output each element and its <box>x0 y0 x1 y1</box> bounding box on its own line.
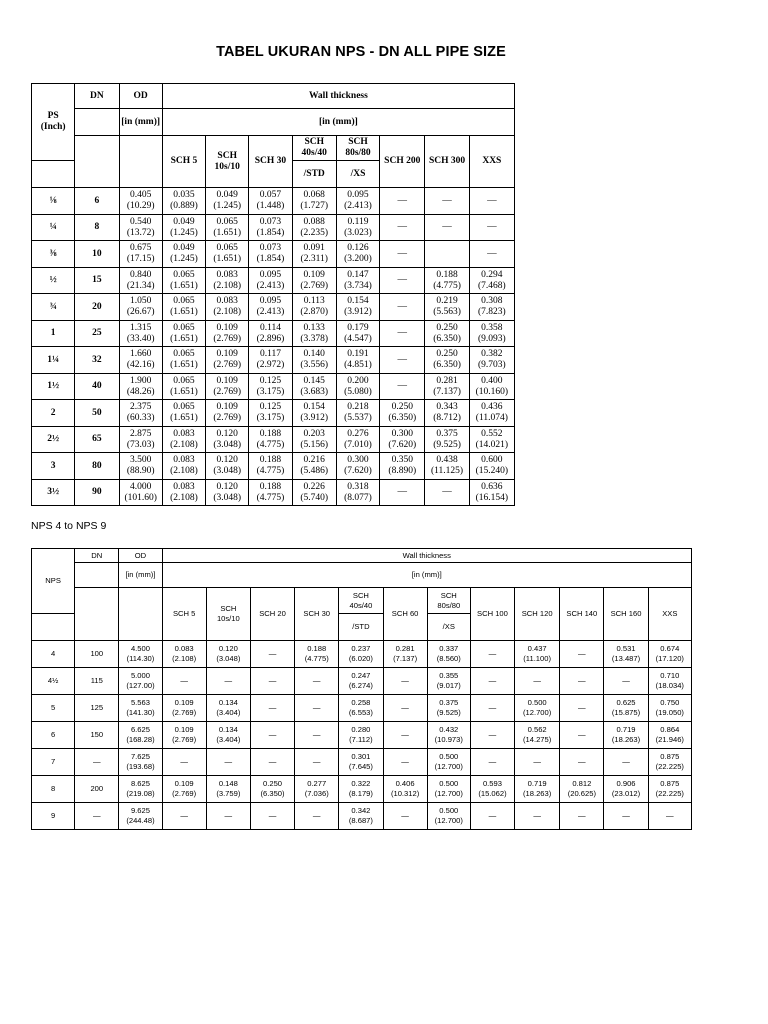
thickness-cell: 0.109 (2.769) <box>206 400 249 427</box>
table-row <box>32 480 515 506</box>
thickness-cell: 0.068 (1.727) <box>292 188 336 215</box>
thickness-cell: 0.083 (2.108) <box>206 268 249 294</box>
thickness-cell: — <box>295 803 339 830</box>
thickness-cell: — <box>250 641 294 668</box>
thickness-cell: — <box>380 215 425 241</box>
thickness-cell: 0.258 (6.553) <box>339 695 383 722</box>
size-cell: 1½ <box>32 374 75 400</box>
thickness-cell: 0.120 (3.048) <box>206 480 249 506</box>
header-sch300: SCH 300 <box>425 136 469 188</box>
header-sch200: SCH 200 <box>380 136 425 188</box>
thickness-cell: 0.318 (8.077) <box>336 480 379 506</box>
thickness-cell: 0.342 (8.687) <box>339 803 383 830</box>
thickness-cell: 0.125 (3.175) <box>249 374 292 400</box>
od-cell: 1.050 (26.67) <box>119 294 162 321</box>
thickness-cell: 0.219 (5.563) <box>425 294 469 321</box>
thickness-cell: 0.719 (18.263) <box>515 776 560 803</box>
thickness-cell: — <box>383 695 427 722</box>
od-cell: 0.675 (17.15) <box>119 241 162 268</box>
thickness-cell: 0.247 (6.274) <box>339 668 383 695</box>
size-cell: 6 <box>32 722 75 749</box>
header-sch30: SCH 30 <box>249 136 292 188</box>
thickness-cell: 0.358 (9.093) <box>469 321 514 347</box>
pipe-size-table-1 <box>31 83 515 506</box>
thickness-cell: 0.091 (2.311) <box>292 241 336 268</box>
thickness-cell: 0.337 (8.560) <box>427 641 470 668</box>
thickness-cell: 0.049 (1.245) <box>162 241 205 268</box>
thickness-cell: 0.083 (2.108) <box>162 480 205 506</box>
thickness-cell: — <box>250 668 294 695</box>
header-od-unit: [in (mm)] <box>119 109 162 136</box>
thickness-cell: — <box>162 749 206 776</box>
pipe-size-table-2 <box>31 548 692 830</box>
thickness-cell: 0.375 (9.525) <box>427 695 470 722</box>
thickness-cell: 0.301 (7.645) <box>339 749 383 776</box>
thickness-cell: 0.113 (2.870) <box>292 294 336 321</box>
thickness-cell: — <box>380 188 425 215</box>
dn-cell: 40 <box>75 374 119 400</box>
header-od: OD <box>119 549 162 563</box>
od-cell: 1.660 (42.16) <box>119 347 162 374</box>
thickness-cell: 0.300 (7.620) <box>336 453 379 480</box>
dn-cell: 125 <box>75 695 119 722</box>
thickness-cell: — <box>250 749 294 776</box>
table-row <box>32 695 692 722</box>
thickness-cell: — <box>604 749 648 776</box>
header-dn: DN <box>75 549 119 563</box>
size-cell: ¼ <box>32 215 75 241</box>
header-sch80-sub: /XS <box>336 161 379 188</box>
thickness-cell: 0.065 (1.651) <box>206 241 249 268</box>
thickness-cell: 0.154 (3.912) <box>292 400 336 427</box>
size-cell: 2½ <box>32 427 75 453</box>
thickness-cell: 0.133 (3.378) <box>292 321 336 347</box>
header-wall-thickness: Wall thickness <box>162 549 691 563</box>
thickness-cell: 0.191 (4.851) <box>336 347 379 374</box>
thickness-cell: — <box>383 722 427 749</box>
thickness-cell: 0.812 (20.625) <box>560 776 604 803</box>
header-od: OD <box>119 84 162 109</box>
table-row <box>32 427 515 453</box>
thickness-cell: 0.120 (3.048) <box>206 453 249 480</box>
thickness-cell: 0.300 (7.620) <box>380 427 425 453</box>
thickness-cell: 0.562 (14.275) <box>515 722 560 749</box>
thickness-cell: — <box>380 347 425 374</box>
thickness-cell: — <box>469 188 514 215</box>
thickness-cell: — <box>560 722 604 749</box>
header-wall-unit: [in (mm)] <box>162 109 514 136</box>
thickness-cell: 0.593 (15.062) <box>470 776 514 803</box>
dn-cell: 20 <box>75 294 119 321</box>
thickness-cell: 0.343 (8.712) <box>425 400 469 427</box>
thickness-cell: 0.083 (2.108) <box>162 641 206 668</box>
header-sch160: SCH 160 <box>604 588 648 641</box>
size-cell: 1 <box>32 321 75 347</box>
thickness-cell: 0.281 (7.137) <box>383 641 427 668</box>
thickness-cell: 0.073 (1.854) <box>249 241 292 268</box>
dn-cell: 200 <box>75 776 119 803</box>
size-cell: 9 <box>32 803 75 830</box>
thickness-cell: 0.436 (11.074) <box>469 400 514 427</box>
thickness-cell: — <box>470 695 514 722</box>
table-row <box>32 668 692 695</box>
thickness-cell: 0.073 (1.854) <box>249 215 292 241</box>
thickness-cell: — <box>470 803 514 830</box>
thickness-cell: 0.035 (0.889) <box>162 188 205 215</box>
thickness-cell: — <box>469 241 514 268</box>
thickness-cell: 0.188 (4.775) <box>249 427 292 453</box>
thickness-cell: 0.065 (1.651) <box>206 215 249 241</box>
thickness-cell: — <box>380 268 425 294</box>
header-sch30: SCH 30 <box>295 588 339 641</box>
thickness-cell: 0.308 (7.823) <box>469 294 514 321</box>
thickness-cell: 0.083 (2.108) <box>206 294 249 321</box>
size-cell: ½ <box>32 268 75 294</box>
size-cell: 1¼ <box>32 347 75 374</box>
thickness-cell: 0.382 (9.703) <box>469 347 514 374</box>
thickness-cell <box>425 241 469 268</box>
thickness-cell: 0.083 (2.108) <box>162 453 205 480</box>
table-row <box>32 294 515 321</box>
table-row <box>32 749 692 776</box>
thickness-cell: 0.216 (5.486) <box>292 453 336 480</box>
od-cell: 9.625 (244.48) <box>119 803 162 830</box>
thickness-cell: 0.109 (2.769) <box>206 347 249 374</box>
header-dn: DN <box>75 84 119 109</box>
thickness-cell: 0.088 (2.235) <box>292 215 336 241</box>
table-row <box>32 241 515 268</box>
thickness-cell: — <box>425 215 469 241</box>
dn-cell: 100 <box>75 641 119 668</box>
thickness-cell: 0.375 (9.525) <box>425 427 469 453</box>
table-row <box>32 188 515 215</box>
thickness-cell: 0.500 (12.700) <box>427 749 470 776</box>
od-cell: 4.000 (101.60) <box>119 480 162 506</box>
header-ps: PS (Inch) <box>32 84 75 161</box>
header-nps: NPS <box>32 549 75 614</box>
thickness-cell: 0.049 (1.245) <box>206 188 249 215</box>
thickness-cell: — <box>604 668 648 695</box>
table-row <box>32 215 515 241</box>
thickness-cell: — <box>383 749 427 776</box>
thickness-cell: 0.200 (5.080) <box>336 374 379 400</box>
thickness-cell: 0.294 (7.468) <box>469 268 514 294</box>
od-cell: 5.000 (127.00) <box>119 668 162 695</box>
od-cell: 2.375 (60.33) <box>119 400 162 427</box>
header-sch80: SCH 80s/80 <box>427 588 470 614</box>
thickness-cell: 0.065 (1.651) <box>162 268 205 294</box>
size-cell: 5 <box>32 695 75 722</box>
thickness-cell: — <box>380 241 425 268</box>
table-row <box>32 641 692 668</box>
thickness-cell: — <box>425 480 469 506</box>
header-sch10: SCH 10s/10 <box>206 588 250 641</box>
dn-cell: 10 <box>75 241 119 268</box>
thickness-cell: 0.188 (4.775) <box>249 453 292 480</box>
thickness-cell: 0.226 (5.740) <box>292 480 336 506</box>
thickness-cell: — <box>515 803 560 830</box>
thickness-cell: 0.276 (7.010) <box>336 427 379 453</box>
thickness-cell: 0.438 (11.125) <box>425 453 469 480</box>
thickness-cell: 0.864 (21.946) <box>648 722 691 749</box>
thickness-cell: — <box>206 803 250 830</box>
thickness-cell: 0.322 (8.179) <box>339 776 383 803</box>
thickness-cell: — <box>295 722 339 749</box>
thickness-cell: — <box>560 641 604 668</box>
table-row <box>32 803 692 830</box>
thickness-cell: 0.154 (3.912) <box>336 294 379 321</box>
od-cell: 1.900 (48.26) <box>119 374 162 400</box>
thickness-cell: 0.277 (7.036) <box>295 776 339 803</box>
thickness-cell: — <box>560 803 604 830</box>
thickness-cell: 0.188 (4.775) <box>295 641 339 668</box>
thickness-cell: 0.500 (12.700) <box>427 803 470 830</box>
thickness-cell: — <box>560 749 604 776</box>
header-sch80-sub: /XS <box>427 614 470 641</box>
thickness-cell: 0.120 (3.048) <box>206 427 249 453</box>
dn-cell: 65 <box>75 427 119 453</box>
thickness-cell: — <box>250 803 294 830</box>
thickness-cell: 0.719 (18.263) <box>604 722 648 749</box>
thickness-cell: 0.057 (1.448) <box>249 188 292 215</box>
thickness-cell: — <box>206 749 250 776</box>
thickness-cell: 0.875 (22.225) <box>648 776 691 803</box>
thickness-cell: — <box>206 668 250 695</box>
od-cell: 1.315 (33.40) <box>119 321 162 347</box>
table-row <box>32 453 515 480</box>
thickness-cell: 0.400 (10.160) <box>469 374 514 400</box>
thickness-cell: 0.049 (1.245) <box>162 215 205 241</box>
size-cell: 4½ <box>32 668 75 695</box>
thickness-cell: — <box>380 480 425 506</box>
od-cell: 7.625 (193.68) <box>119 749 162 776</box>
thickness-cell: 0.636 (16.154) <box>469 480 514 506</box>
header-sch10: SCH 10s/10 <box>206 136 249 188</box>
thickness-cell: 0.250 (6.350) <box>425 321 469 347</box>
thickness-cell: 0.250 (6.350) <box>425 347 469 374</box>
header-sch40: SCH 40s/40 <box>292 136 336 161</box>
thickness-cell: 0.437 (11.100) <box>515 641 560 668</box>
thickness-cell: — <box>515 668 560 695</box>
thickness-cell: 0.710 (18.034) <box>648 668 691 695</box>
dn-cell: 80 <box>75 453 119 480</box>
size-cell: ⅜ <box>32 241 75 268</box>
thickness-cell: 0.500 (12.700) <box>427 776 470 803</box>
thickness-cell: — <box>515 749 560 776</box>
thickness-cell: 0.119 (3.023) <box>336 215 379 241</box>
size-cell: ⅛ <box>32 188 75 215</box>
header-sch5: SCH 5 <box>162 136 205 188</box>
thickness-cell: — <box>469 215 514 241</box>
od-cell: 0.840 (21.34) <box>119 268 162 294</box>
thickness-cell: — <box>604 803 648 830</box>
thickness-cell: 0.600 (15.240) <box>469 453 514 480</box>
thickness-cell: 0.218 (5.537) <box>336 400 379 427</box>
thickness-cell: 0.065 (1.651) <box>162 294 205 321</box>
table-row <box>32 722 692 749</box>
size-cell: 7 <box>32 749 75 776</box>
od-cell: 8.625 (219.08) <box>119 776 162 803</box>
thickness-cell: 0.095 (2.413) <box>249 294 292 321</box>
thickness-cell: 0.109 (2.769) <box>162 695 206 722</box>
dn-cell: 115 <box>75 668 119 695</box>
thickness-cell: — <box>380 321 425 347</box>
thickness-cell: 0.140 (3.556) <box>292 347 336 374</box>
thickness-cell: 0.147 (3.734) <box>336 268 379 294</box>
thickness-cell: 0.250 (6.350) <box>380 400 425 427</box>
thickness-cell: 0.875 (22.225) <box>648 749 691 776</box>
header-sch40: SCH 40s/40 <box>339 588 383 614</box>
thickness-cell: 0.906 (23.012) <box>604 776 648 803</box>
thickness-cell: 0.134 (3.404) <box>206 695 250 722</box>
table-row <box>32 776 692 803</box>
header-sch60: SCH 60 <box>383 588 427 641</box>
thickness-cell: 0.134 (3.404) <box>206 722 250 749</box>
thickness-cell: — <box>560 695 604 722</box>
thickness-cell: 0.120 (3.048) <box>206 641 250 668</box>
thickness-cell: 0.083 (2.108) <box>162 427 205 453</box>
table-row <box>32 347 515 374</box>
size-cell: 8 <box>32 776 75 803</box>
header-sch140: SCH 140 <box>560 588 604 641</box>
thickness-cell: — <box>380 374 425 400</box>
thickness-cell: 0.531 (13.487) <box>604 641 648 668</box>
dn-cell: — <box>75 749 119 776</box>
header-xxs: XXS <box>469 136 514 188</box>
thickness-cell: — <box>383 668 427 695</box>
thickness-cell: 0.126 (3.200) <box>336 241 379 268</box>
thickness-cell: 0.114 (2.896) <box>249 321 292 347</box>
thickness-cell: 0.095 (2.413) <box>336 188 379 215</box>
size-cell: 3½ <box>32 480 75 506</box>
thickness-cell: — <box>470 722 514 749</box>
od-cell: 6.625 (168.28) <box>119 722 162 749</box>
thickness-cell: 0.552 (14.021) <box>469 427 514 453</box>
thickness-cell: 0.179 (4.547) <box>336 321 379 347</box>
thickness-cell: 0.281 (7.137) <box>425 374 469 400</box>
thickness-cell: 0.109 (2.769) <box>292 268 336 294</box>
thickness-cell: 0.065 (1.651) <box>162 400 205 427</box>
dn-cell: 6 <box>75 188 119 215</box>
thickness-cell: — <box>162 803 206 830</box>
od-cell: 0.405 (10.29) <box>119 188 162 215</box>
dn-cell: 15 <box>75 268 119 294</box>
thickness-cell: — <box>250 695 294 722</box>
section-subtitle: NPS 4 to NPS 9 <box>31 520 107 532</box>
thickness-cell: — <box>295 695 339 722</box>
header-od-unit: [in (mm)] <box>119 563 162 588</box>
thickness-cell: 0.095 (2.413) <box>249 268 292 294</box>
header-sch20: SCH 20 <box>250 588 294 641</box>
dn-cell: 25 <box>75 321 119 347</box>
header-wall-thickness: Wall thickness <box>162 84 514 109</box>
table-row <box>32 374 515 400</box>
thickness-cell: 0.750 (19.050) <box>648 695 691 722</box>
thickness-cell: 0.500 (12.700) <box>515 695 560 722</box>
thickness-cell: 0.148 (3.759) <box>206 776 250 803</box>
dn-cell: 150 <box>75 722 119 749</box>
thickness-cell: 0.109 (2.769) <box>206 374 249 400</box>
page-title: TABEL UKURAN NPS - DN ALL PIPE SIZE <box>216 44 506 60</box>
thickness-cell: — <box>470 668 514 695</box>
thickness-cell: 0.406 (10.312) <box>383 776 427 803</box>
od-cell: 0.540 (13.72) <box>119 215 162 241</box>
thickness-cell: — <box>295 668 339 695</box>
header-sch100: SCH 100 <box>470 588 514 641</box>
thickness-cell: — <box>380 294 425 321</box>
dn-cell: 50 <box>75 400 119 427</box>
od-cell: 3.500 (88.90) <box>119 453 162 480</box>
thickness-cell: 0.125 (3.175) <box>249 400 292 427</box>
thickness-cell: — <box>295 749 339 776</box>
thickness-cell: — <box>425 188 469 215</box>
header-sch5: SCH 5 <box>162 588 206 641</box>
thickness-cell: 0.109 (2.769) <box>162 722 206 749</box>
thickness-cell: — <box>470 749 514 776</box>
thickness-cell: 0.432 (10.973) <box>427 722 470 749</box>
thickness-cell: 0.065 (1.651) <box>162 347 205 374</box>
thickness-cell: — <box>162 668 206 695</box>
thickness-cell: 0.188 (4.775) <box>249 480 292 506</box>
thickness-cell: 0.065 (1.651) <box>162 321 205 347</box>
thickness-cell: — <box>470 641 514 668</box>
od-cell: 5.563 (141.30) <box>119 695 162 722</box>
dn-cell: 8 <box>75 215 119 241</box>
thickness-cell: 0.625 (15.875) <box>604 695 648 722</box>
thickness-cell: 0.188 (4.775) <box>425 268 469 294</box>
thickness-cell: 0.350 (8.890) <box>380 453 425 480</box>
size-cell: ¾ <box>32 294 75 321</box>
thickness-cell: — <box>648 803 691 830</box>
thickness-cell: — <box>383 803 427 830</box>
thickness-cell: 0.237 (6.020) <box>339 641 383 668</box>
header-xxs: XXS <box>648 588 691 641</box>
thickness-cell: 0.145 (3.683) <box>292 374 336 400</box>
size-cell: 2 <box>32 400 75 427</box>
thickness-cell: 0.065 (1.651) <box>162 374 205 400</box>
header-sch80: SCH 80s/80 <box>336 136 379 161</box>
dn-cell: 90 <box>75 480 119 506</box>
thickness-cell: 0.250 (6.350) <box>250 776 294 803</box>
od-cell: 4.500 (114.30) <box>119 641 162 668</box>
header-sch40-sub: /STD <box>292 161 336 188</box>
size-cell: 3 <box>32 453 75 480</box>
table-row <box>32 268 515 294</box>
header-sch120: SCH 120 <box>515 588 560 641</box>
dn-cell: 32 <box>75 347 119 374</box>
table-row <box>32 321 515 347</box>
od-cell: 2.875 (73.03) <box>119 427 162 453</box>
thickness-cell: 0.117 (2.972) <box>249 347 292 374</box>
thickness-cell: 0.109 (2.769) <box>206 321 249 347</box>
dn-cell: — <box>75 803 119 830</box>
thickness-cell: 0.355 (9.017) <box>427 668 470 695</box>
thickness-cell: 0.674 (17.120) <box>648 641 691 668</box>
thickness-cell: 0.203 (5.156) <box>292 427 336 453</box>
thickness-cell: — <box>250 722 294 749</box>
header-wall-unit: [in (mm)] <box>162 563 691 588</box>
thickness-cell: — <box>560 668 604 695</box>
thickness-cell: 0.109 (2.769) <box>162 776 206 803</box>
header-sch40-sub: /STD <box>339 614 383 641</box>
table-row <box>32 400 515 427</box>
size-cell: 4 <box>32 641 75 668</box>
thickness-cell: 0.280 (7.112) <box>339 722 383 749</box>
